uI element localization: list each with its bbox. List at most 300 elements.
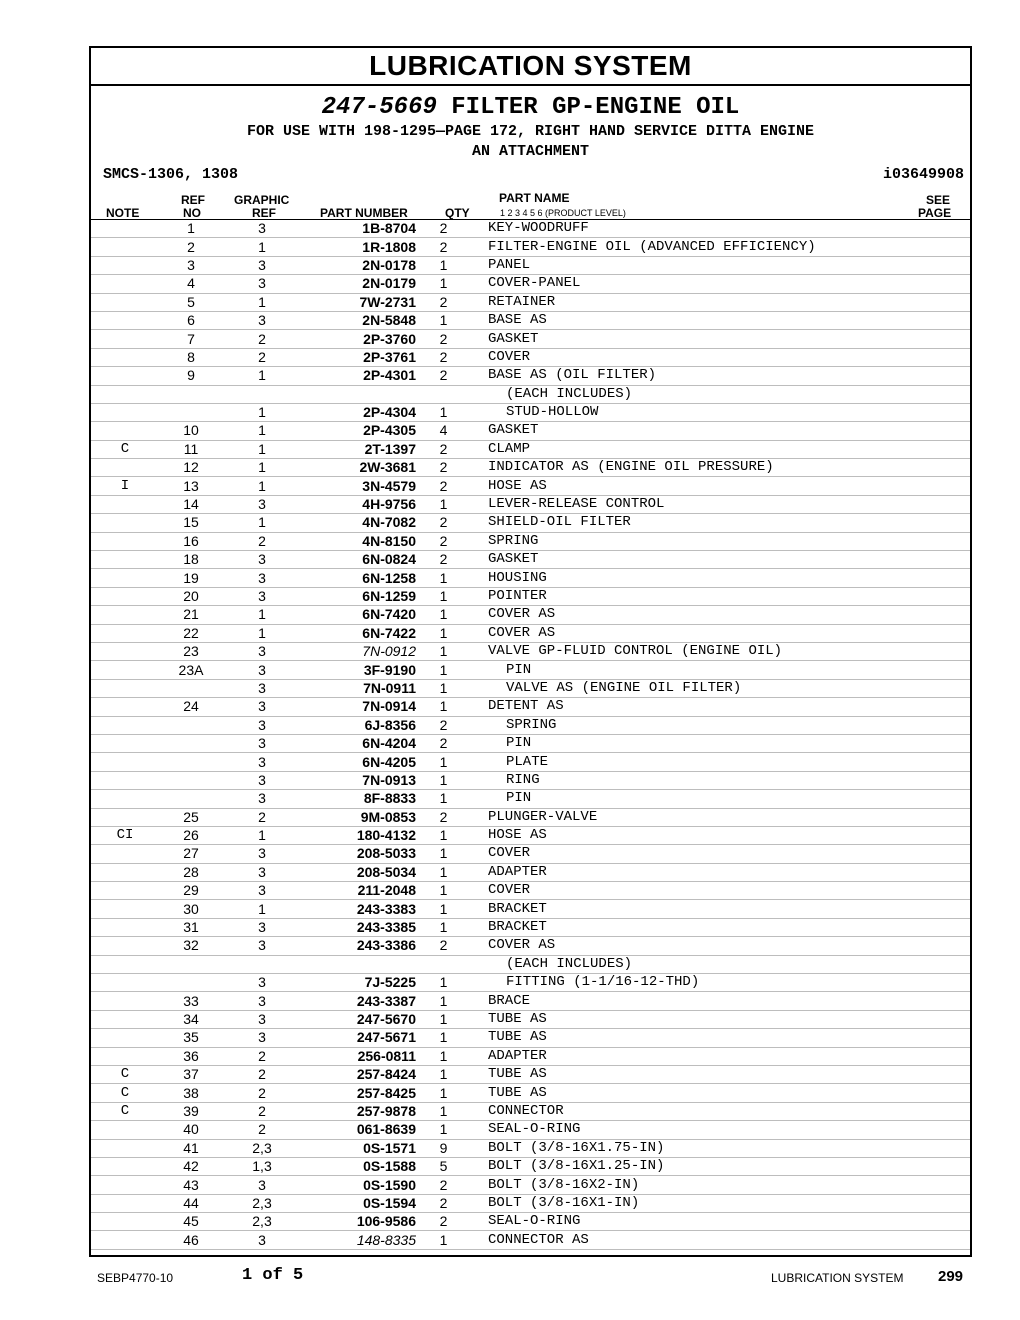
- quantity-cell: 1: [416, 974, 471, 992]
- part-name-cell: PIN: [471, 734, 970, 752]
- quantity-cell: 2: [416, 348, 471, 366]
- part-number-cell[interactable]: 6N-1258: [301, 569, 416, 587]
- part-number-cell[interactable]: 257-8425: [301, 1084, 416, 1102]
- table-row: [91, 716, 970, 734]
- part-name-cell: HOSE AS: [471, 477, 970, 495]
- part-name-cell: ADAPTER: [471, 863, 970, 881]
- part-name-cell: (EACH INCLUDES): [471, 385, 970, 403]
- graphic-ref-cell: 3: [223, 642, 301, 660]
- graphic-ref-cell: 1: [223, 422, 301, 440]
- part-name-cell: FITTING (1-1/16-12-THD): [471, 974, 970, 992]
- part-name-cell: COVER: [471, 845, 970, 863]
- ref-number-cell: 43: [159, 1176, 223, 1194]
- part-name-cell: PLUNGER-VALVE: [471, 808, 970, 826]
- part-number-cell[interactable]: 0S-1588: [301, 1157, 416, 1175]
- quantity-cell: 1: [416, 311, 471, 329]
- ref-number-cell: 27: [159, 845, 223, 863]
- table-row: [91, 698, 970, 716]
- part-name-cell: BRACKET: [471, 900, 970, 918]
- graphic-ref-cell: 1: [223, 826, 301, 844]
- graphic-ref-cell: 3: [223, 256, 301, 274]
- graphic-ref-cell: 2: [223, 808, 301, 826]
- graphic-ref-cell: 3: [223, 311, 301, 329]
- table-row: [91, 826, 970, 844]
- table-row: [91, 882, 970, 900]
- note-cell: [91, 642, 159, 660]
- part-name-cell: BASE AS: [471, 311, 970, 329]
- quantity-cell: 1: [416, 826, 471, 844]
- part-number-cell[interactable]: 2W-3681: [301, 459, 416, 477]
- table-row: [91, 311, 970, 329]
- part-name-cell: CLAMP: [471, 440, 970, 458]
- ref-number-cell: [159, 753, 223, 771]
- ref-number-cell: 19: [159, 569, 223, 587]
- graphic-ref-cell: 3: [223, 790, 301, 808]
- note-cell: [91, 734, 159, 752]
- part-name-cell: PANEL: [471, 256, 970, 274]
- quantity-cell: 1: [416, 679, 471, 697]
- part-name-cell: HOSE AS: [471, 826, 970, 844]
- table-row: [91, 220, 970, 238]
- col-part-number: PART NUMBER: [320, 206, 408, 220]
- table-row: [91, 1194, 970, 1212]
- part-name-cell: BOLT (3/8-16X1.25-IN): [471, 1157, 970, 1175]
- table-row: [91, 845, 970, 863]
- section-title: LUBRICATION SYSTEM: [91, 48, 970, 86]
- graphic-ref-cell: 1: [223, 514, 301, 532]
- parts-list-frame: [89, 46, 972, 1257]
- ref-number-cell: 41: [159, 1139, 223, 1157]
- part-number-cell[interactable]: 0S-1594: [301, 1194, 416, 1212]
- note-cell: [91, 624, 159, 642]
- part-number-cell[interactable]: 3F-9190: [301, 661, 416, 679]
- part-number-cell[interactable]: 9M-0853: [301, 808, 416, 826]
- ref-number-cell: 20: [159, 587, 223, 605]
- ref-number-cell: 34: [159, 1010, 223, 1028]
- table-row: [91, 753, 970, 771]
- col-qty: QTY: [445, 206, 470, 220]
- part-name-cell: GASKET: [471, 330, 970, 348]
- table-row: [91, 422, 970, 440]
- page-footer: [0, 1266, 1020, 1290]
- part-number-cell[interactable]: 256-0811: [301, 1047, 416, 1065]
- part-number-cell[interactable]: 2T-1397: [301, 440, 416, 458]
- note-cell: [91, 863, 159, 881]
- table-row: [91, 624, 970, 642]
- ref-number-cell: 25: [159, 808, 223, 826]
- graphic-ref-cell: 2: [223, 1121, 301, 1139]
- note-cell: [91, 992, 159, 1010]
- quantity-cell: [416, 385, 471, 403]
- table-row: [91, 1102, 970, 1120]
- table-row: [91, 385, 970, 403]
- table-row: [91, 790, 970, 808]
- table-row: [91, 642, 970, 660]
- part-name-cell: GASKET: [471, 422, 970, 440]
- table-row: [91, 863, 970, 881]
- quantity-cell: 1: [416, 1029, 471, 1047]
- ref-number-cell: [159, 974, 223, 992]
- ref-number-cell: 42: [159, 1157, 223, 1175]
- graphic-ref-cell: 3: [223, 1029, 301, 1047]
- ref-number-cell: [159, 734, 223, 752]
- graphic-ref-cell: 2: [223, 1102, 301, 1120]
- table-row: [91, 459, 970, 477]
- note-cell: [91, 569, 159, 587]
- table-row: [91, 661, 970, 679]
- graphic-ref-cell: 3: [223, 974, 301, 992]
- part-name-cell: ADAPTER: [471, 1047, 970, 1065]
- graphic-ref-cell: 3: [223, 937, 301, 955]
- note-cell: [91, 845, 159, 863]
- note-cell: [91, 900, 159, 918]
- table-row: [91, 992, 970, 1010]
- part-name-cell: COVER AS: [471, 937, 970, 955]
- part-number-cell[interactable]: 0S-1590: [301, 1176, 416, 1194]
- part-number-cell[interactable]: 4N-7082: [301, 514, 416, 532]
- part-number-cell[interactable]: 6N-0824: [301, 551, 416, 569]
- ref-number-cell: 40: [159, 1121, 223, 1139]
- part-name-cell: TUBE AS: [471, 1084, 970, 1102]
- parts-table-body: [91, 220, 970, 1249]
- graphic-ref-cell: 3: [223, 716, 301, 734]
- quantity-cell: 1: [416, 992, 471, 1010]
- ref-number-cell: 16: [159, 532, 223, 550]
- note-cell: I: [91, 477, 159, 495]
- table-row: [91, 808, 970, 826]
- note-cell: [91, 937, 159, 955]
- part-name-cell: SPRING: [471, 716, 970, 734]
- part-number-cell[interactable]: 211-2048: [301, 882, 416, 900]
- table-row: [91, 367, 970, 385]
- col-note: NOTE: [106, 206, 140, 220]
- note-cell: [91, 1194, 159, 1212]
- graphic-ref-cell: 1,3: [223, 1157, 301, 1175]
- part-number-cell[interactable]: 257-8424: [301, 1065, 416, 1083]
- note-cell: [91, 790, 159, 808]
- note-cell: [91, 1010, 159, 1028]
- footer-page-of: 1 of 5: [242, 1266, 304, 1285]
- table-row: [91, 1157, 970, 1175]
- part-number-cell[interactable]: 7N-0912: [301, 642, 416, 660]
- quantity-cell: 1: [416, 642, 471, 660]
- quantity-cell: 2: [416, 367, 471, 385]
- graphic-ref-cell: 1: [223, 403, 301, 421]
- graphic-ref-cell: 3: [223, 495, 301, 513]
- note-cell: C: [91, 440, 159, 458]
- ref-number-cell: 1: [159, 220, 223, 238]
- part-number-cell[interactable]: 243-3383: [301, 900, 416, 918]
- part-number-cell[interactable]: 208-5034: [301, 863, 416, 881]
- quantity-cell: 4: [416, 422, 471, 440]
- part-name-cell: BOLT (3/8-16X2-IN): [471, 1176, 970, 1194]
- ref-number-cell: 6: [159, 311, 223, 329]
- ref-number-cell: 30: [159, 900, 223, 918]
- note-cell: [91, 532, 159, 550]
- table-row: [91, 937, 970, 955]
- part-number-cell[interactable]: 208-5033: [301, 845, 416, 863]
- part-number-cell[interactable]: 7W-2731: [301, 293, 416, 311]
- part-number-cell[interactable]: 2P-4301: [301, 367, 416, 385]
- part-name-cell: DETENT AS: [471, 698, 970, 716]
- part-number-cell: [301, 955, 416, 973]
- quantity-cell: 2: [416, 716, 471, 734]
- quantity-cell: 1: [416, 569, 471, 587]
- quantity-cell: 2: [416, 514, 471, 532]
- graphic-ref-cell: 1: [223, 367, 301, 385]
- graphic-ref-cell: 3: [223, 882, 301, 900]
- part-name-cell: COVER: [471, 348, 970, 366]
- ref-number-cell: [159, 679, 223, 697]
- part-number-cell[interactable]: 0S-1571: [301, 1139, 416, 1157]
- graphic-ref-cell: 1: [223, 459, 301, 477]
- part-number-cell[interactable]: 6N-7420: [301, 606, 416, 624]
- part-name-cell: INDICATOR AS (ENGINE OIL PRESSURE): [471, 459, 970, 477]
- group-name: FILTER GP-ENGINE OIL: [451, 94, 740, 121]
- note-cell: [91, 716, 159, 734]
- quantity-cell: 1: [416, 1231, 471, 1249]
- ref-number-cell: 5: [159, 293, 223, 311]
- group-part-number[interactable]: 247-5669: [321, 94, 437, 121]
- table-row: [91, 679, 970, 697]
- quantity-cell: 2: [416, 808, 471, 826]
- table-row: [91, 477, 970, 495]
- table-row: [91, 1010, 970, 1028]
- ref-number-cell: 18: [159, 551, 223, 569]
- quantity-cell: 1: [416, 661, 471, 679]
- part-name-cell: BRACKET: [471, 918, 970, 936]
- ref-number-cell: [159, 403, 223, 421]
- note-cell: [91, 385, 159, 403]
- part-number-cell[interactable]: 7N-0911: [301, 679, 416, 697]
- note-cell: [91, 1157, 159, 1175]
- part-name-cell: STUD-HOLLOW: [471, 403, 970, 421]
- part-name-cell: PIN: [471, 661, 970, 679]
- graphic-ref-cell: 3: [223, 679, 301, 697]
- table-row: [91, 1065, 970, 1083]
- footer-doc-id: SEBP4770-10: [97, 1271, 174, 1285]
- part-number-cell[interactable]: 4N-8150: [301, 532, 416, 550]
- quantity-cell: 2: [416, 734, 471, 752]
- part-number-cell[interactable]: 3N-4579: [301, 477, 416, 495]
- part-number-cell[interactable]: 2P-3760: [301, 330, 416, 348]
- note-cell: [91, 422, 159, 440]
- quantity-cell: 1: [416, 275, 471, 293]
- ref-number-cell: 23A: [159, 661, 223, 679]
- part-number-cell: [301, 385, 416, 403]
- graphic-ref-cell: 3: [223, 845, 301, 863]
- graphic-ref-cell: 1: [223, 900, 301, 918]
- table-row: [91, 1213, 970, 1231]
- ref-number-cell: 24: [159, 698, 223, 716]
- note-cell: [91, 1139, 159, 1157]
- ref-number-cell: 28: [159, 863, 223, 881]
- table-row: [91, 900, 970, 918]
- col-ref-top: REF: [181, 193, 205, 207]
- part-number-cell[interactable]: 6J-8356: [301, 716, 416, 734]
- quantity-cell: 1: [416, 1084, 471, 1102]
- ref-number-cell: 37: [159, 1065, 223, 1083]
- graphic-ref-cell: 2: [223, 1065, 301, 1083]
- part-name-cell: COVER: [471, 882, 970, 900]
- part-number-cell[interactable]: 2P-3761: [301, 348, 416, 366]
- quantity-cell: 1: [416, 771, 471, 789]
- quantity-cell: 1: [416, 900, 471, 918]
- ref-number-cell: 39: [159, 1102, 223, 1120]
- part-number-cell[interactable]: 2P-4304: [301, 403, 416, 421]
- note-cell: [91, 275, 159, 293]
- note-cell: [91, 367, 159, 385]
- quantity-cell: 1: [416, 845, 471, 863]
- ref-number-cell: 23: [159, 642, 223, 660]
- note-cell: [91, 256, 159, 274]
- ref-number-cell: 10: [159, 422, 223, 440]
- part-number-cell[interactable]: 7N-0914: [301, 698, 416, 716]
- part-name-cell: SHIELD-OIL FILTER: [471, 514, 970, 532]
- note-cell: CI: [91, 826, 159, 844]
- group-header: [91, 86, 970, 164]
- table-row: [91, 587, 970, 605]
- part-number-cell[interactable]: 6N-4205: [301, 753, 416, 771]
- table-row: [91, 955, 970, 973]
- ref-number-cell: [159, 716, 223, 734]
- ref-number-cell: 4: [159, 275, 223, 293]
- footer-section: LUBRICATION SYSTEM: [771, 1271, 904, 1285]
- part-number-cell[interactable]: 148-8335: [301, 1231, 416, 1249]
- table-row: [91, 974, 970, 992]
- part-number-cell[interactable]: 243-3387: [301, 992, 416, 1010]
- graphic-ref-cell: 3: [223, 734, 301, 752]
- footer-page-number: 299: [938, 1268, 964, 1285]
- part-number-cell[interactable]: 2N-0178: [301, 256, 416, 274]
- table-row: [91, 514, 970, 532]
- part-number-cell[interactable]: 6N-7422: [301, 624, 416, 642]
- table-row: [91, 1231, 970, 1249]
- quantity-cell: 1: [416, 624, 471, 642]
- graphic-ref-cell: [223, 385, 301, 403]
- table-row: [91, 238, 970, 256]
- col-ref-bottom: NO: [183, 206, 201, 220]
- part-number-cell[interactable]: 247-5671: [301, 1029, 416, 1047]
- part-number-cell[interactable]: 180-4132: [301, 826, 416, 844]
- ref-number-cell: 36: [159, 1047, 223, 1065]
- part-number-cell[interactable]: 6N-1259: [301, 587, 416, 605]
- part-name-cell: PIN: [471, 790, 970, 808]
- part-name-cell: VALVE AS (ENGINE OIL FILTER): [471, 679, 970, 697]
- part-number-cell[interactable]: 243-3386: [301, 937, 416, 955]
- quantity-cell: 1: [416, 403, 471, 421]
- part-name-cell: TUBE AS: [471, 1029, 970, 1047]
- col-see-bottom: PAGE: [918, 206, 952, 220]
- table-row: [91, 734, 970, 752]
- graphic-ref-cell: 2: [223, 1047, 301, 1065]
- col-see-top: SEE: [925, 193, 950, 207]
- ref-number-cell: 38: [159, 1084, 223, 1102]
- graphic-ref-cell: 3: [223, 1231, 301, 1249]
- ref-number-cell: 33: [159, 992, 223, 1010]
- quantity-cell: 2: [416, 238, 471, 256]
- ref-number-cell: 44: [159, 1194, 223, 1212]
- part-number-cell[interactable]: 106-9586: [301, 1213, 416, 1231]
- ref-number-cell: 14: [159, 495, 223, 513]
- table-row: [91, 1084, 970, 1102]
- part-name-cell: LEVER-RELEASE CONTROL: [471, 495, 970, 513]
- quantity-cell: 2: [416, 330, 471, 348]
- ref-number-cell: 8: [159, 348, 223, 366]
- part-name-cell: SEAL-O-RING: [471, 1213, 970, 1231]
- ref-number-cell: 21: [159, 606, 223, 624]
- table-row: [91, 1047, 970, 1065]
- smcs-row: [91, 164, 970, 186]
- note-cell: [91, 1047, 159, 1065]
- ref-number-cell: 15: [159, 514, 223, 532]
- smcs-code: SMCS-1306, 1308: [103, 166, 239, 183]
- graphic-ref-cell: 1: [223, 477, 301, 495]
- ref-number-cell: 3: [159, 256, 223, 274]
- note-cell: [91, 918, 159, 936]
- parts-table: [91, 220, 970, 1250]
- part-name-cell: (EACH INCLUDES): [471, 955, 970, 973]
- graphic-ref-cell: 3: [223, 918, 301, 936]
- note-cell: [91, 311, 159, 329]
- part-name-cell: COVER AS: [471, 624, 970, 642]
- graphic-ref-cell: 1: [223, 440, 301, 458]
- graphic-ref-cell: 1: [223, 624, 301, 642]
- quantity-cell: 1: [416, 606, 471, 624]
- table-row: [91, 551, 970, 569]
- note-cell: [91, 955, 159, 973]
- part-number-cell[interactable]: 7J-5225: [301, 974, 416, 992]
- part-number-cell[interactable]: 6N-4204: [301, 734, 416, 752]
- graphic-ref-cell: 3: [223, 1176, 301, 1194]
- note-cell: [91, 514, 159, 532]
- part-number-cell[interactable]: 1B-8704: [301, 220, 416, 238]
- quantity-cell: 2: [416, 551, 471, 569]
- quantity-cell: 2: [416, 1176, 471, 1194]
- part-number-cell[interactable]: 243-3385: [301, 918, 416, 936]
- note-cell: [91, 661, 159, 679]
- ref-number-cell: 35: [159, 1029, 223, 1047]
- table-row: [91, 1139, 970, 1157]
- part-number-cell[interactable]: 257-9878: [301, 1102, 416, 1120]
- part-number-cell[interactable]: 1R-1808: [301, 238, 416, 256]
- quantity-cell: 1: [416, 753, 471, 771]
- part-name-cell: TUBE AS: [471, 1010, 970, 1028]
- note-cell: [91, 495, 159, 513]
- quantity-cell: 9: [416, 1139, 471, 1157]
- part-number-cell[interactable]: 8F-8833: [301, 790, 416, 808]
- part-number-cell[interactable]: 7N-0913: [301, 771, 416, 789]
- graphic-ref-cell: 3: [223, 698, 301, 716]
- ref-number-cell: [159, 790, 223, 808]
- part-name-cell: VALVE GP-FLUID CONTROL (ENGINE OIL): [471, 642, 970, 660]
- group-title: [91, 94, 970, 122]
- note-cell: [91, 348, 159, 366]
- table-row: [91, 918, 970, 936]
- part-number-cell[interactable]: 061-8639: [301, 1121, 416, 1139]
- part-number-cell[interactable]: 4H-9756: [301, 495, 416, 513]
- part-name-cell: FILTER-ENGINE OIL (ADVANCED EFFICIENCY): [471, 238, 970, 256]
- note-cell: [91, 974, 159, 992]
- note-cell: C: [91, 1084, 159, 1102]
- quantity-cell: 2: [416, 937, 471, 955]
- part-number-cell[interactable]: 2N-0179: [301, 275, 416, 293]
- table-row: [91, 1176, 970, 1194]
- part-number-cell[interactable]: 247-5670: [301, 1010, 416, 1028]
- ref-number-cell: 26: [159, 826, 223, 844]
- part-number-cell[interactable]: 2N-5848: [301, 311, 416, 329]
- part-number-cell[interactable]: 2P-4305: [301, 422, 416, 440]
